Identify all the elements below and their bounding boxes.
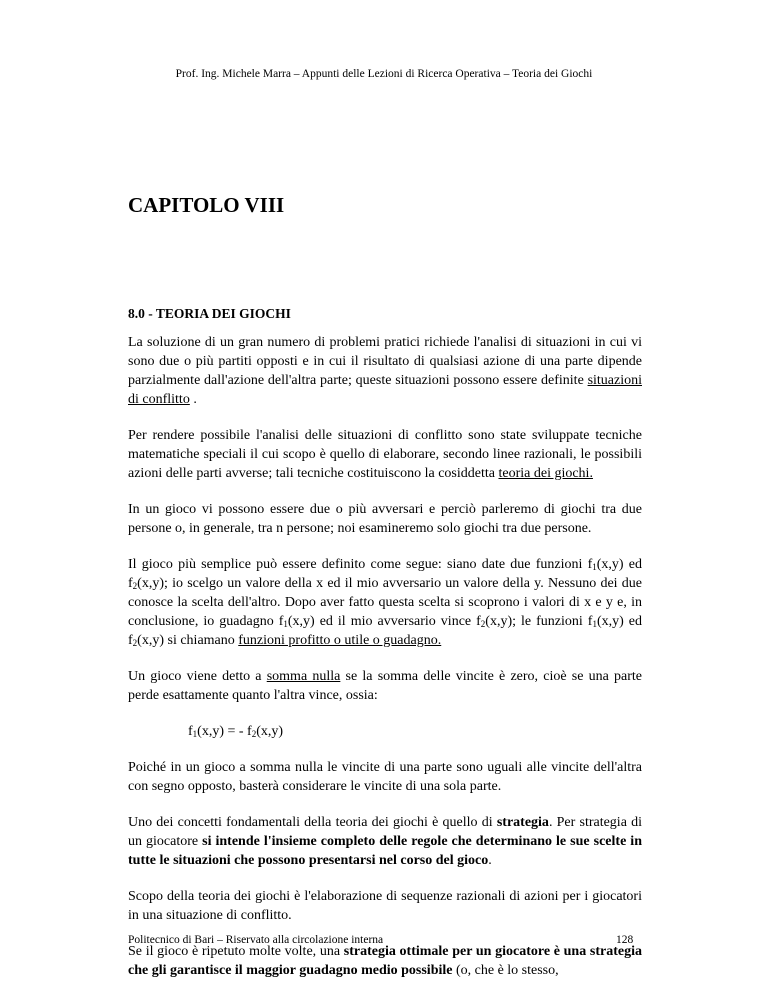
- body-text: [128, 333, 642, 997]
- section-heading: 8.0 - TEORIA DEI GIOCHI: [128, 306, 291, 321]
- paragraph-5: Un gioco viene detto a somma nulla se la somma delle vincite è zero, cioè se una parte perde esattamente quanto l'altra vince, ossia:: [128, 669, 642, 703]
- paragraph-3: In un gioco vi possono essere due o più avversari e perciò parleremo di giochi tra due persone o, in generale, tra n persone; noi esamineremo solo giochi tra due persone.: [128, 502, 642, 536]
- term-funzioni-profitto: funzioni profitto o utile o guadagno.: [238, 633, 442, 648]
- term-somma-nulla: somma nulla: [266, 669, 341, 684]
- equation-zero-sum: $f_1(x,y)$ = - $f_2(x,y)$: [188, 724, 284, 739]
- paragraph-7: Uno dei concetti fondamentali della teoria dei giochi è quello di strategia. Per strategia di un giocatore si intende l'insieme completo delle regole che determinano le sue scelte in tutte le situazioni che possono presentarsi nel corso del gioco.: [128, 815, 643, 868]
- page-number: 128: [616, 934, 634, 946]
- paragraph-9: Se il gioco è ripetuto molte volte, una strategia ottimale per un giocatore è una strategia che gli garantisce il maggior guadagno medio possibile (o, che è lo stesso,: [128, 944, 642, 978]
- term-teoria-dei-giochi: teoria dei giochi.: [498, 466, 593, 481]
- term-situazioni-di-conflitto: situazioni di conflitto: [128, 373, 642, 407]
- paragraph-1: La soluzione di un gran numero di problemi pratici richiede l'analisi di situazioni in cui vi sono due o più partiti opposti e in cui il risultato di qualsiasi azione di una parte dipende parzialmente dall'azione dell'altra parte; queste situazioni possono essere definite situazioni di conflitto .: [128, 335, 642, 407]
- footer-text: Politecnico di Bari – Riservato alla circolazione interna: [128, 934, 384, 946]
- chapter-title: CAPITOLO VIII: [128, 193, 285, 217]
- running-header: Prof. Ing. Michele Marra – Appunti delle Lezioni di Ricerca Operativa – Teoria dei Giochi: [175, 68, 593, 80]
- definition-strategia-ottimale: strategia ottimale per un giocatore è una strategia che gli garantisce il maggior guadagno medio possibile: [128, 944, 642, 978]
- paragraph-6: Poiché in un gioco a somma nulla le vincite di una parte sono uguali alle vincite dell'altra con segno opposto, basterà considerare le vincite di una sola parte.: [128, 760, 642, 794]
- paragraph-2: Per rendere possibile l'analisi delle situazioni di conflitto sono state sviluppate tecniche matematiche speciali il cui scopo è quello di elaborare, secondo linee razionali, le possibili azioni delle parti avverse; tali tecniche costituiscono la cosiddetta teoria dei giochi.: [128, 428, 642, 481]
- paragraph-4: Il gioco più semplice può essere definito come segue: siano date due funzioni $f_1(x,y)$ ed $f_2(x,y)$; io scelgo un valore della x ed il mio avversario un valore della y. Nessuno dei due conosce la scelta dell'altro. Dopo aver fatto questa scelta si scoprono i valori di x e y e, in conclusione, io guadagno $f_1(x,y)$ ed il mio avversario vince $f_2(x,y)$; le funzioni $f_1(x,y)$ ed $f_2(x,y)$ si chiamano funzioni profitto o utile o guadagno.: [128, 557, 642, 648]
- term-strategia: strategia: [496, 815, 549, 830]
- paragraph-8: Scopo della teoria dei giochi è l'elaborazione di sequenze razionali di azioni per i giocatori in una situazione di conflitto.: [128, 889, 642, 923]
- definition-strategia: si intende l'insieme completo delle regole che determinano le sue scelte in tutte le situazioni che possono presentarsi nel corso del gioco: [128, 834, 642, 868]
